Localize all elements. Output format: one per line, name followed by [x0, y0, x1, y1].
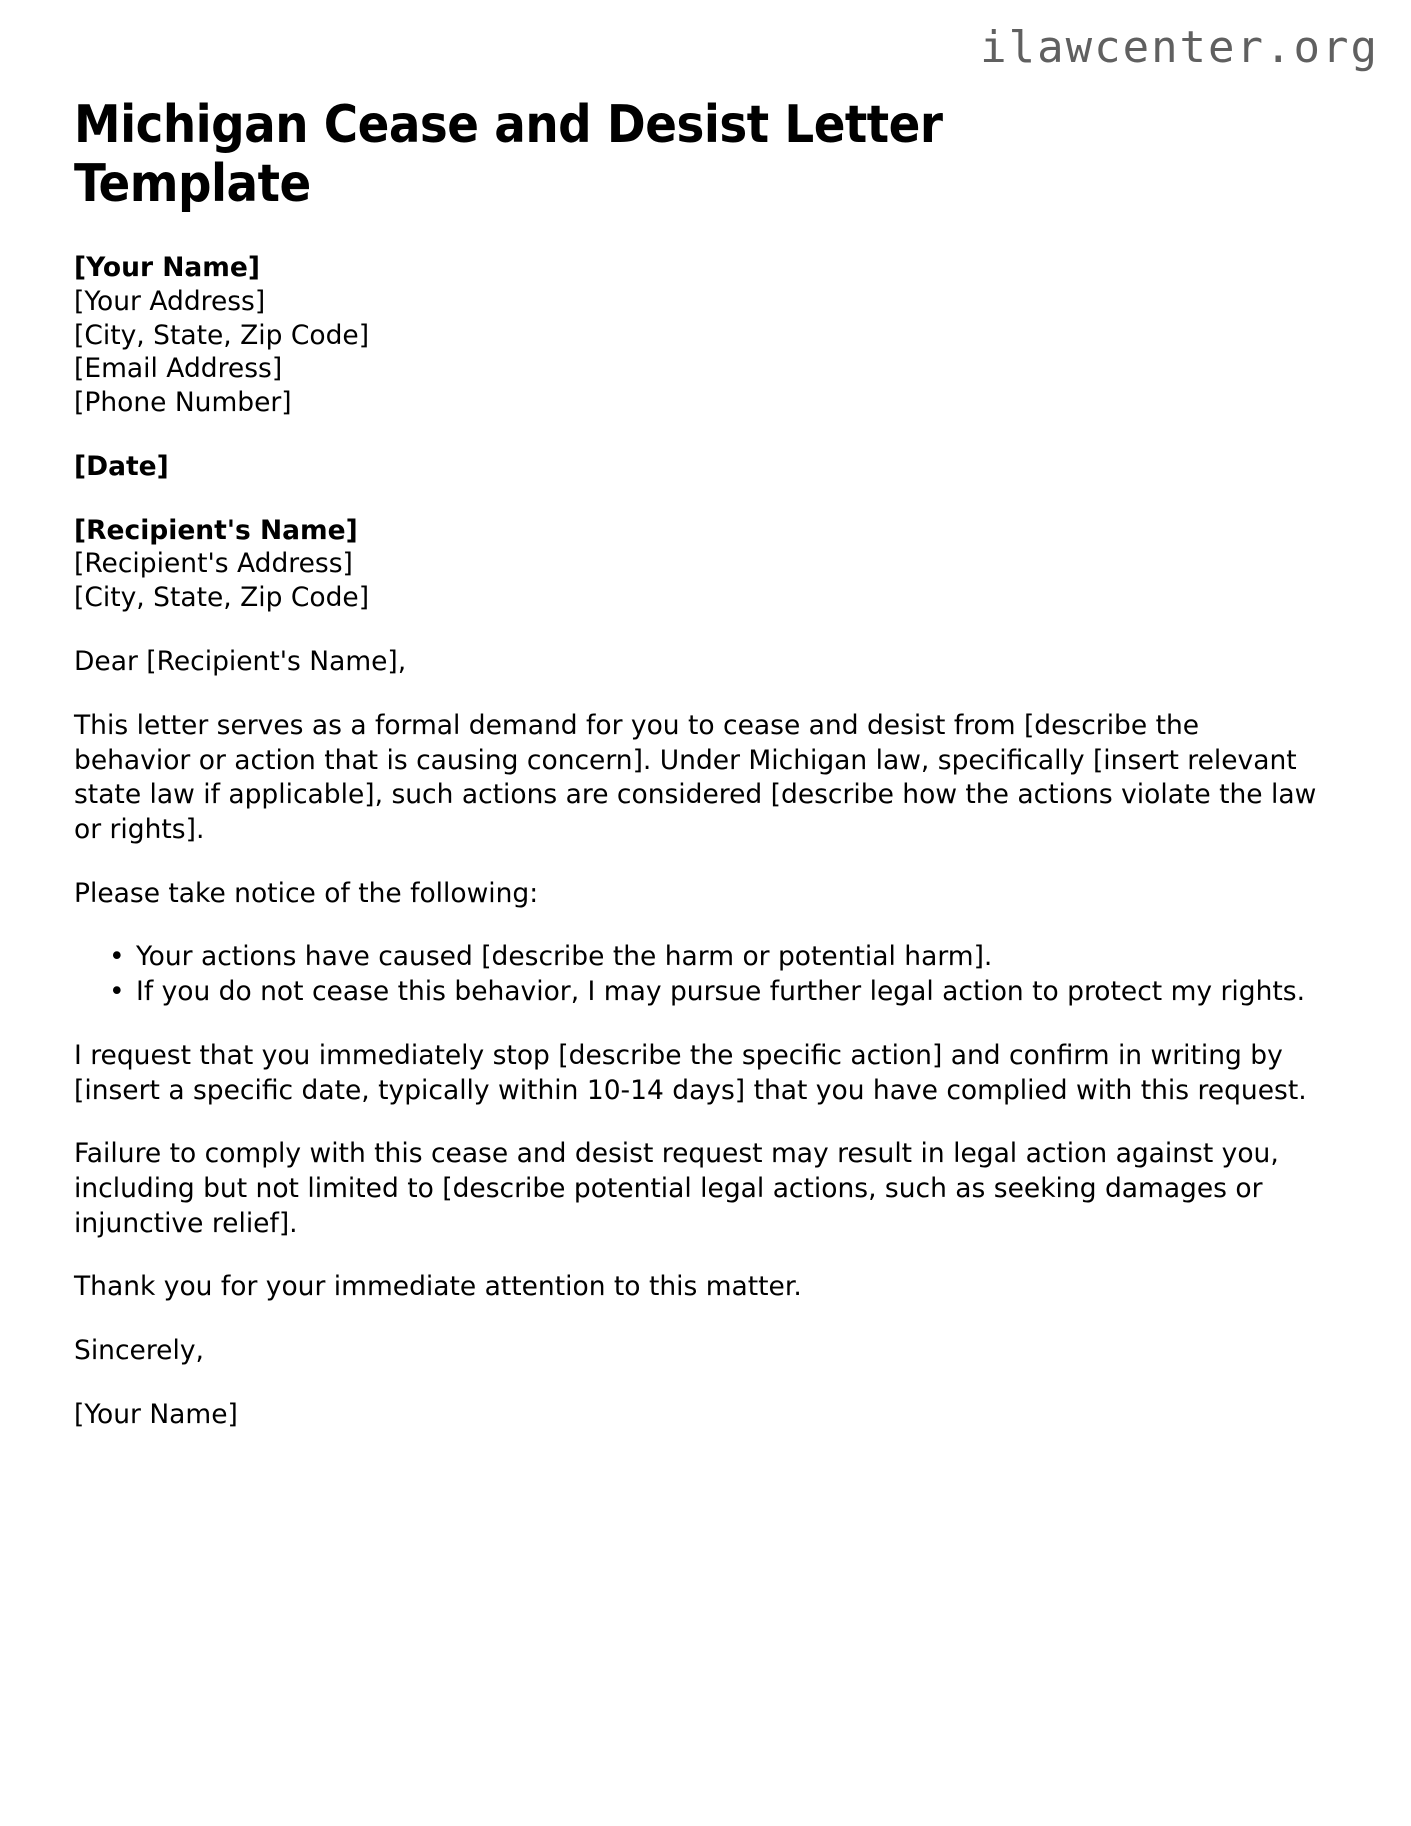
body-paragraph-2: I request that you immediately stop [describe the specific action] and confirm in writing by [insert a specific date, typically within 10-14 days] that you have complied with this request.: [74, 1039, 1307, 1106]
notice-list: [74, 940, 1319, 1009]
list-item-label: Your actions have caused [describe the harm or potential harm].: [136, 941, 993, 973]
signature-name: [Your Name]: [74, 1398, 238, 1430]
notice-intro: Please take notice of the following:: [74, 877, 539, 909]
list-item-label: If you do not cease this behavior, I may pursue further legal action to protect my rights.: [136, 976, 1305, 1008]
recipient-address: [Recipient's Address]: [74, 548, 353, 580]
body-paragraph-3: Failure to comply with this cease and desist request may result in legal action against you, including but not limited to [describe potential legal actions, such as seeking damages or injunctive relief].: [74, 1138, 1279, 1239]
sender-name: [Your Name]: [74, 252, 260, 283]
list-item: [109, 940, 1319, 975]
closing-salutation: Sincerely,: [74, 1335, 204, 1367]
sender-city-state-zip: [City, State, Zip Code]: [74, 319, 370, 351]
letter-content: [74, 96, 1319, 1462]
body-paragraph-1: This letter serves as a formal demand for you to cease and desist from [describe the behavior or action that is causing concern]. Under Michigan law, specifically [insert relevant state law if applicable], such actions are considered [describe how the actions violate the law or rights].: [74, 709, 1317, 846]
list-item: [109, 975, 1319, 1010]
recipient-name: [Recipient's Name]: [74, 514, 358, 546]
date-block: [74, 450, 1319, 484]
bullet-icon: •: [109, 976, 125, 1008]
page-title: Michigan Cease and Desist Letter Template: [74, 95, 943, 214]
recipient-city-state-zip: [City, State, Zip Code]: [74, 582, 370, 613]
letter-date: [Date]: [74, 450, 169, 482]
sender-address: [Your Address]: [74, 285, 266, 317]
sender-phone: [Phone Number]: [74, 387, 292, 418]
site-watermark: ilawcenter.org: [980, 22, 1379, 73]
sender-email: [Email Address]: [74, 353, 283, 385]
bullet-icon: •: [109, 941, 125, 973]
sender-address-block: [74, 252, 1319, 421]
body-paragraph-4: Thank you for your immediate attention to this matter.: [74, 1271, 802, 1303]
recipient-address-block: [74, 514, 1319, 615]
salutation: Dear [Recipient's Name],: [74, 646, 407, 678]
